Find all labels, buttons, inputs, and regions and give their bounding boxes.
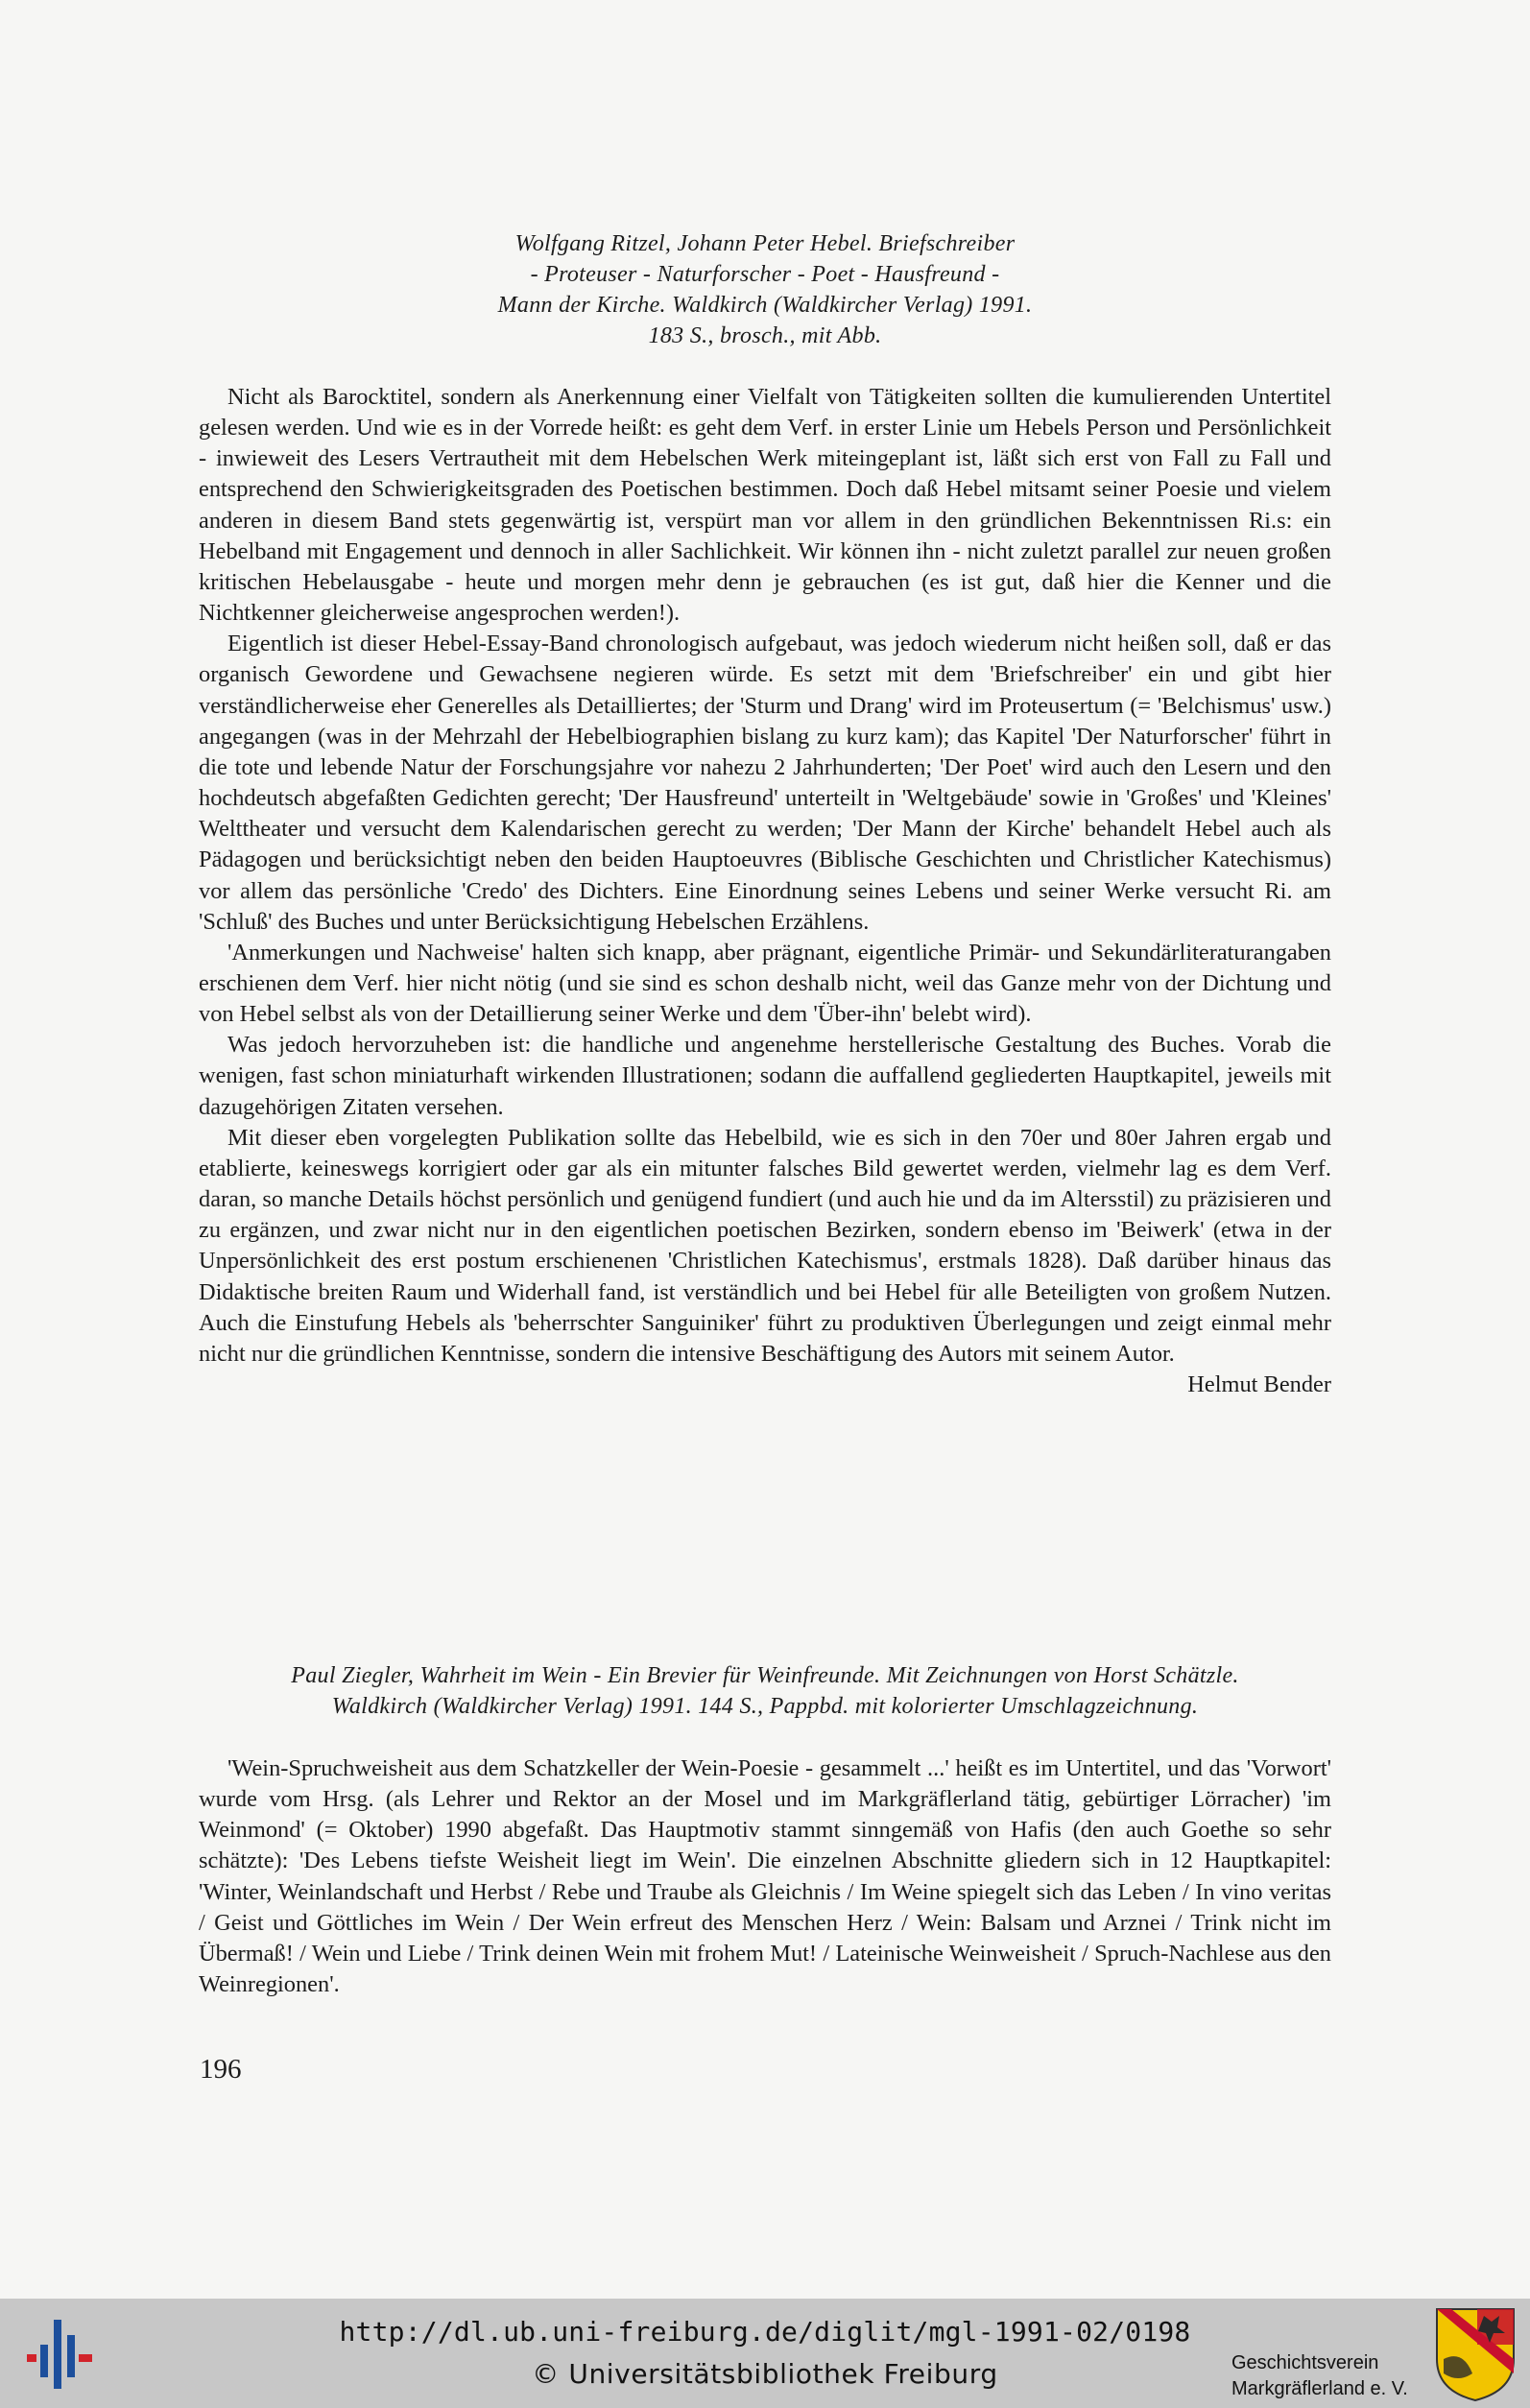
- copyright-notice: © Universitätsbibliothek Freiburg: [532, 2358, 998, 2390]
- review-1-paragraph: Nicht als Barocktitel, sondern als Anerkennung einer Vielfalt von Tätigkeiten sollten die kumulierenden Untertitel gelesen werden. Und wie es in der Vorrede heißt: es geht dem Verf. in erster Linie um Hebels Person und Persönlichkeit - inwieweit des Lesers Vertrautheit mit dem Hebelschen Werk miteingeplant ist, läßt sich erst von Fall zu Fall und entsprechend den Schwierigkeitsgraden des Poetischen bestimmen. Doch daß Hebel mitsamt seiner Poesie und vielem anderen in diesem Band stets gegenwärtig ist, verspürt man vor allem in den gründlichen Bekenntnissen Ri.s: ein Hebelband mit Engagement und dennoch in aller Sachlichkeit. Wir können ihn - nicht zuletzt parallel zur neuen großen kritischen Hebelausgabe - heute und morgen mehr denn je gebrauchen (es ist gut, daß hier die Kenner und die Nichtkenner gleicherweise angesprochen werden!).: [199, 384, 1331, 627]
- society-name-line-1: Geschichtsverein: [1231, 2352, 1379, 2373]
- review-2-body: [199, 1753, 1331, 2000]
- review-1-author: Helmut Bender: [1187, 1371, 1331, 1397]
- review-1-heading-line: Wolfgang Ritzel, Johann Peter Hebel. Briefschreiber: [514, 231, 1016, 256]
- coat-of-arms-icon: [1434, 2306, 1517, 2402]
- footer-bar: [0, 2299, 1530, 2408]
- review-2-heading: [192, 1660, 1338, 1722]
- review-2-heading-line: Paul Ziegler, Wahrheit im Wein - Ein Brevier für Weinfreunde. Mit Zeichnungen von Horst Schätzle.: [291, 1663, 1239, 1688]
- review-1-paragraph: Mit dieser eben vorgelegten Publikation sollte das Hebelbild, wie es sich in den 70er und 80er Jahren ergab und etablierte, keineswegs korrigiert oder gar als ein mitunter falsches Bild gewertet werden, vielmehr lag es dem Verf. daran, so manche Details höchst persönlich und genügend fundiert (und auch hie und da im Altersstil) zu präzisieren und zu ergänzen, und zwar nicht nur in den eigentlichen poetischen Bezirken, sondern ebenso im 'Beiwerk' (etwa in der Unpersönlichkeit des erst postum erschienenen 'Christlichen Katechismus', erstmals 1828). Daß darüber hinaus das Didaktische breiten Raum und Widerhall fand, ist verständlich und bei Hebel für alle Beteiligten von großem Nutzen. Auch die Einstufung Hebels als 'beherrschter Sanguiniker' führt zu produktiven Überlegungen und zeigt einmal mehr nicht nur die gründlichen Kenntnisse, sondern die intensive Beschäftigung des Autors mit seinem Autor.: [199, 1124, 1331, 1367]
- review-1-paragraph: Eigentlich ist dieser Hebel-Essay-Band chronologisch aufgebaut, was jedoch wiederum nicht heißen soll, daß er das organisch Gewordene und Gewachsene negieren würde. Es setzt mit dem 'Briefschreiber' ein und gibt hier verständlicherweise eher Generelles als Detailliertes; der 'Sturm und Drang' wird im Proteusertum (= 'Belchismus' usw.) angegangen (was in der Mehrzahl der Hebelbiographien bislang zu kurz kam); das Kapitel 'Der Naturforscher' führt in die tote und lebende Natur der Forschungsjahre vor nahezu 2 Jahrhunderten; 'Der Poet' wird auch den Lesern und den hochdeutsch abgefaßten Gedichten gerecht; 'Der Hausfreund' unterteilt in 'Weltgebäude' sowie in 'Großes' und 'Kleines' Welttheater und versucht dem Kalendarischen gerecht zu werden; 'Der Mann der Kirche' behandelt Hebel auch als Pädagogen und berücksichtigt neben den beiden Hauptoeuvres (Biblische Geschichten und Christlicher Katechismus) vor allem das persönliche 'Credo' des Dichters. Eine Einordnung seines Lebens und seiner Werke versucht Ri. am 'Schluß' des Buches und unter Berücksichtigung Hebelschen Erzählens.: [199, 631, 1331, 935]
- review-1-paragraph: 'Anmerkungen und Nachweise' halten sich knapp, aber prägnant, eigentliche Primär- und Sekundärliteraturangaben erschienen dem Verf. hier nicht nötig (und sie sind es schon deshalb nicht, weil das Ganze mehr von der Dichtung und von Hebel selbst als von der Detaillierung seiner Werke und dem 'Über-ihn' belebt wird).: [199, 939, 1331, 1028]
- review-1-heading-line: - Proteuser - Naturforscher - Poet - Hausfreund -: [530, 262, 1000, 287]
- review-2-paragraph: 'Wein-Spruchweisheit aus dem Schatzkeller der Wein-Poesie - gesammelt ...' heißt es im Untertitel, und das 'Vorwort' wurde vom Hrsg. (als Lehrer und Rektor an der Mosel und im Markgräflerland tätig, gebürtiger Lörracher) 'im Weinmond' (= Oktober) 1990 abgefaßt. Das Hauptmotiv stammt sinngemäß von Hafis (den auch Goethe so sehr schätzte): 'Des Lebens tiefste Weisheit liegt im Wein'. Die einzelnen Abschnitte gliedern sich in 12 Hauptkapitel: 'Winter, Weinlandschaft und Herbst / Rebe und Traube als Gleichnis / Im Weine spiegelt sich das Leben / In vino veritas / Geist und Göttliches im Wein / Der Wein erfreut des Menschen Herz / Wein: Balsam und Arznei / Trink nicht im Übermaß! / Wein und Liebe / Trink deinen Wein mit frohem Mut! / Lateinische Weinweisheit / Spruch-Nachlese aus den Weinregionen'.: [199, 1755, 1331, 1998]
- review-1-body: [199, 382, 1331, 1400]
- review-1-heading-line: 183 S., brosch., mit Abb.: [648, 323, 882, 348]
- review-1-heading: [192, 228, 1338, 351]
- document-url-link[interactable]: http://dl.ub.uni-freiburg.de/diglit/mgl-1991-02/0198: [339, 2316, 1191, 2348]
- page-number: 196: [200, 2054, 242, 2085]
- review-2-heading-line: Waldkirch (Waldkircher Verlag) 1991. 144 S., Pappbd. mit kolorierter Umschlagzeichnung.: [331, 1694, 1199, 1719]
- review-1-heading-line: Mann der Kirche. Waldkirch (Waldkircher Verlag) 1991.: [497, 293, 1033, 318]
- review-1-paragraph: Was jedoch hervorzuheben ist: die handliche und angenehme herstellerische Gestaltung des Buches. Vorab die wenigen, fast schon miniaturhaft wirkenden Illustrationen; sodann die auffallend gegliederten Hauptkapitel, jeweils mit dazugehörigen Zitaten versehen.: [199, 1032, 1331, 1120]
- society-name: [1231, 2350, 1408, 2402]
- society-name-line-2: Markgräflerland e. V.: [1231, 2378, 1408, 2399]
